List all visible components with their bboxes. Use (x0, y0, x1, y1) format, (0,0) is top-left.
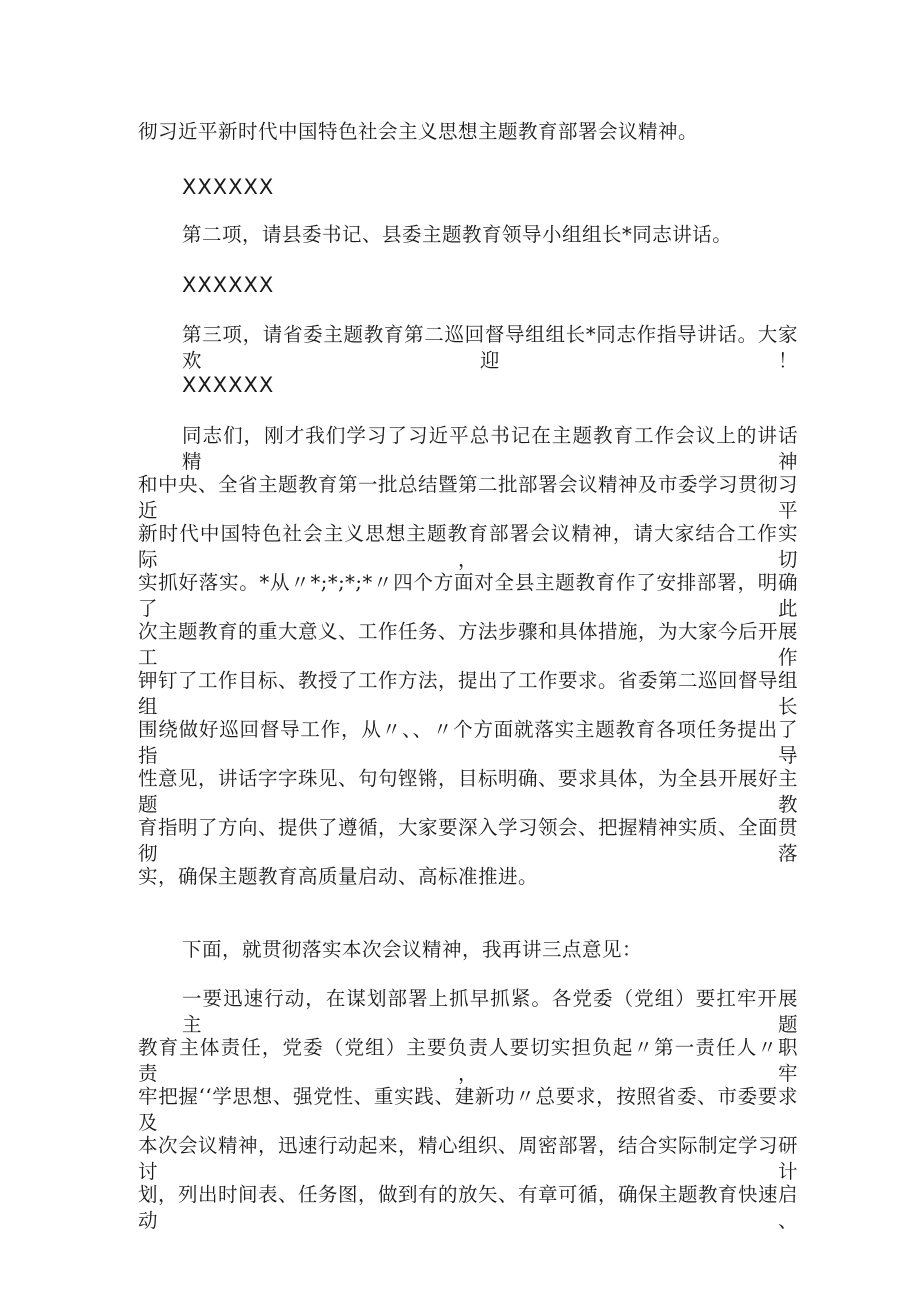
paragraph-1-line-8: 性意见，讲话字字珠见、句句铿锵，目标明确、要求具体，为全县开展好主题教 (138, 767, 799, 816)
text-line-agenda-2: 第二项，请县委书记、县委主题教育领导小组组长*同志讲话。 (182, 223, 733, 246)
placeholder-line-2: XXXXXX (182, 273, 275, 297)
text-line-agenda-3: 第三项，请省委主题教育第二巡回督导组组长*同志作指导讲话。大家欢迎！ (182, 323, 798, 372)
paragraph-1-line-4: 实抓好落实。*从〃*;*;*;*〃四个方面对全县主题教育作了安排部署，明确了此 (138, 571, 798, 620)
paragraph-3-line-4: 本次会议精神，迅速行动起来，精心组织、周密部署，结合实际制定学习研讨计 (138, 1134, 799, 1183)
placeholder-line-3: XXXXXX (182, 373, 275, 397)
paragraph-3-line-3: 牢把握‘‘学思想、强党性、重实践、建新功〃总要求，按照省委、市委要求及 (138, 1085, 798, 1134)
text-line-1: 彻习近平新时代中国特色社会主义思想主题教育部署会议精神。 (138, 120, 699, 143)
paragraph-1-line-6: 钾钉了工作目标、教授了工作方法，提出了工作要求。省委第二巡回督导组组长 (138, 669, 799, 718)
paragraph-2-line-1: 下面，就贯彻落实本次会议精神，我再讲三点意见： (182, 938, 643, 961)
paragraph-1-line-5: 次主题教育的重大意义、工作任务、方法步骤和具体措施，为大家今后开展工作 (138, 620, 799, 669)
paragraph-3-line-2: 教育主体责任，党委（党组）主要负责人要切实担负起〃第一责任人〃职责，牢 (138, 1036, 798, 1085)
paragraph-3-line-1: 一要迅速行动，在谋划部署上抓早抓紧。各党委（党组）要扛牢开展主题 (182, 987, 798, 1036)
paragraph-3-line-5: 划，列出时间表、任务图，做到有的放矢、有章可循，确保主题教育快速启动、 (138, 1183, 799, 1232)
paragraph-1-line-7: 围绕做好巡回督导工作，从〃、、〃个方面就落实主题教育各项任务提出了指导 (138, 718, 798, 767)
placeholder-line-1: XXXXXX (182, 175, 275, 199)
paragraph-1-line-9: 育指明了方向、提供了遵循，大家要深入学习领会、把握精神实质、全面贯彻落 (138, 816, 799, 865)
paragraph-1-line-2: 和中央、全省主题教育第一批总结暨第二批部署会议精神及市委学习贯彻习近平 (138, 473, 799, 522)
paragraph-1-line-10: 实，确保主题教育高质量启动、高标准推进。 (138, 865, 539, 888)
paragraph-1-line-3: 新时代中国特色社会主义思想主题教育部署会议精神，请大家结合工作实际，切 (138, 522, 798, 571)
paragraph-1-line-1: 同志们，刚才我们学习了习近平总书记在主题教育工作会议上的讲话精神 (182, 424, 798, 473)
